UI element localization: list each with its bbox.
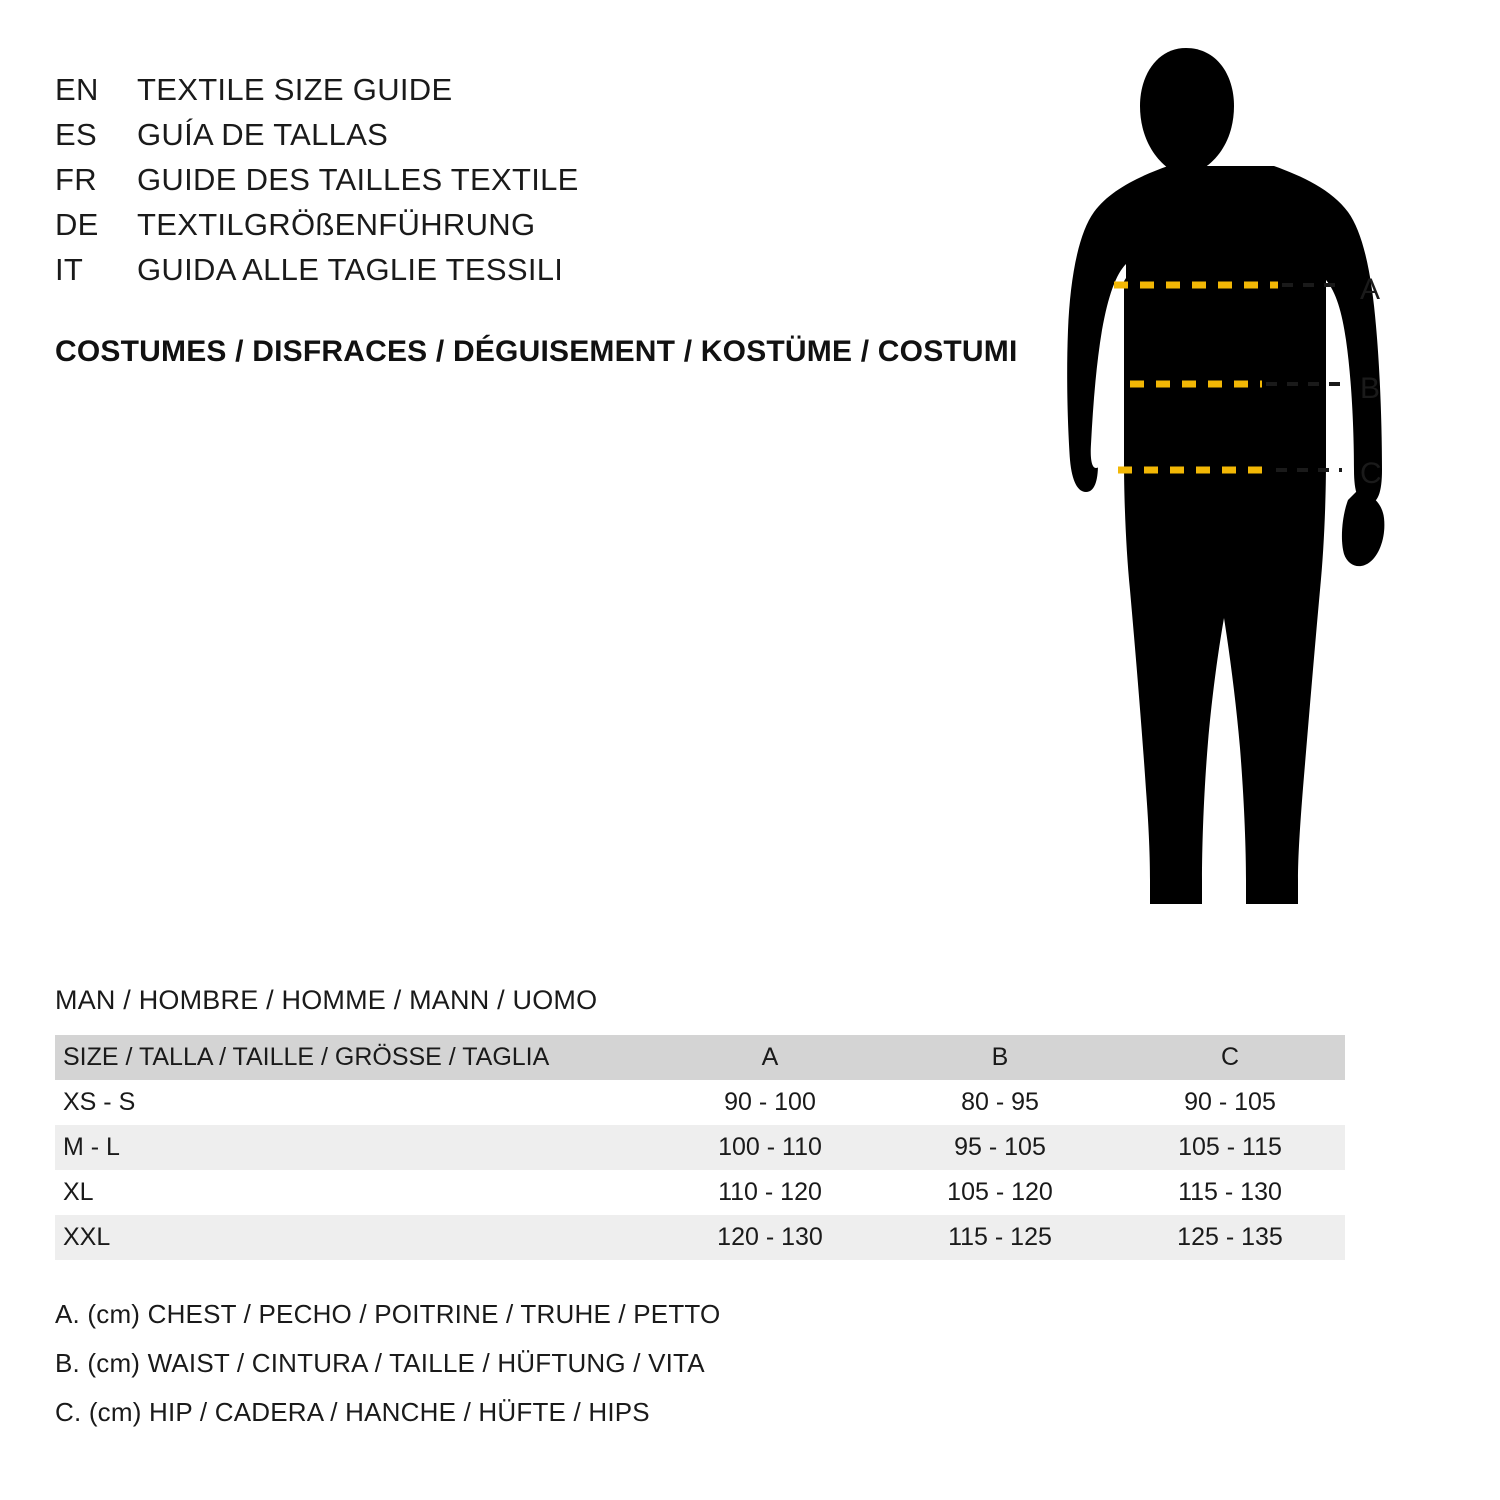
language-row — [55, 252, 675, 297]
cell-size: M - L — [63, 1133, 120, 1161]
cell-size: XS - S — [63, 1088, 136, 1116]
language-code: EN — [55, 72, 99, 107]
language-code: IT — [55, 252, 84, 287]
language-label: TEXTILE SIZE GUIDE — [137, 72, 453, 107]
table-row — [55, 1080, 1345, 1125]
legend-row-c: C. (cm) HIP / CADERA / HANCHE / HÜFTE / HIPS — [55, 1397, 650, 1427]
cell-a: 120 - 130 — [717, 1223, 823, 1251]
language-label: TEXTILGRÖßENFÜHRUNG — [137, 207, 536, 242]
table-header-row — [55, 1035, 1345, 1080]
language-label: GUIDA ALLE TAGLIE TESSILI — [137, 252, 564, 287]
cell-size: XXL — [63, 1223, 111, 1251]
language-row — [55, 72, 675, 117]
size-table — [55, 1035, 1345, 1260]
language-row — [55, 162, 675, 207]
language-row — [55, 117, 675, 162]
marker-label-a: A — [1360, 273, 1381, 306]
body-figure — [990, 30, 1460, 930]
cell-b: 95 - 105 — [954, 1133, 1046, 1161]
language-list — [55, 72, 675, 297]
language-label: GUÍA DE TALLAS — [137, 117, 389, 152]
marker-label-c: C — [1360, 457, 1382, 490]
language-label: GUIDE DES TAILLES TEXTILE — [137, 162, 579, 197]
measurement-legend — [55, 1290, 1155, 1437]
silhouette-icon — [990, 30, 1460, 930]
language-row — [55, 207, 675, 252]
language-code: ES — [55, 117, 97, 152]
column-header-b: B — [991, 1043, 1009, 1071]
language-code: DE — [55, 207, 99, 242]
legend-row-a: A. (cm) CHEST / PECHO / POITRINE / TRUHE / PETTO — [55, 1299, 721, 1329]
table-title: MAN / HOMBRE / HOMME / MANN / UOMO — [55, 985, 598, 1015]
cell-b: 115 - 125 — [948, 1223, 1052, 1251]
column-header-size: SIZE / TALLA / TAILLE / GRÖSSE / TAGLIA — [63, 1043, 550, 1071]
language-code: FR — [55, 162, 97, 197]
cell-c: 115 - 130 — [1178, 1178, 1282, 1206]
cell-c: 105 - 115 — [1178, 1133, 1282, 1161]
column-header-c: C — [1220, 1043, 1240, 1071]
column-header-a: A — [761, 1043, 779, 1071]
cell-c: 125 - 135 — [1177, 1223, 1283, 1251]
marker-label-b: B — [1360, 372, 1381, 405]
cell-a: 100 - 110 — [718, 1133, 822, 1161]
table-row — [55, 1170, 1345, 1215]
table-row — [55, 1125, 1345, 1170]
cell-c: 90 - 105 — [1184, 1088, 1276, 1116]
cell-size: XL — [63, 1178, 94, 1206]
costumes-subtitle: COSTUMES / DISFRACES / DÉGUISEMENT / KOSTÜME / COSTUMI — [55, 335, 1018, 368]
cell-b: 105 - 120 — [947, 1178, 1053, 1206]
legend-row-b: B. (cm) WAIST / CINTURA / TAILLE / HÜFTUNG / VITA — [55, 1348, 705, 1378]
cell-a: 90 - 100 — [724, 1088, 816, 1116]
table-row — [55, 1215, 1345, 1260]
cell-a: 110 - 120 — [718, 1178, 822, 1206]
cell-b: 80 - 95 — [961, 1088, 1039, 1116]
